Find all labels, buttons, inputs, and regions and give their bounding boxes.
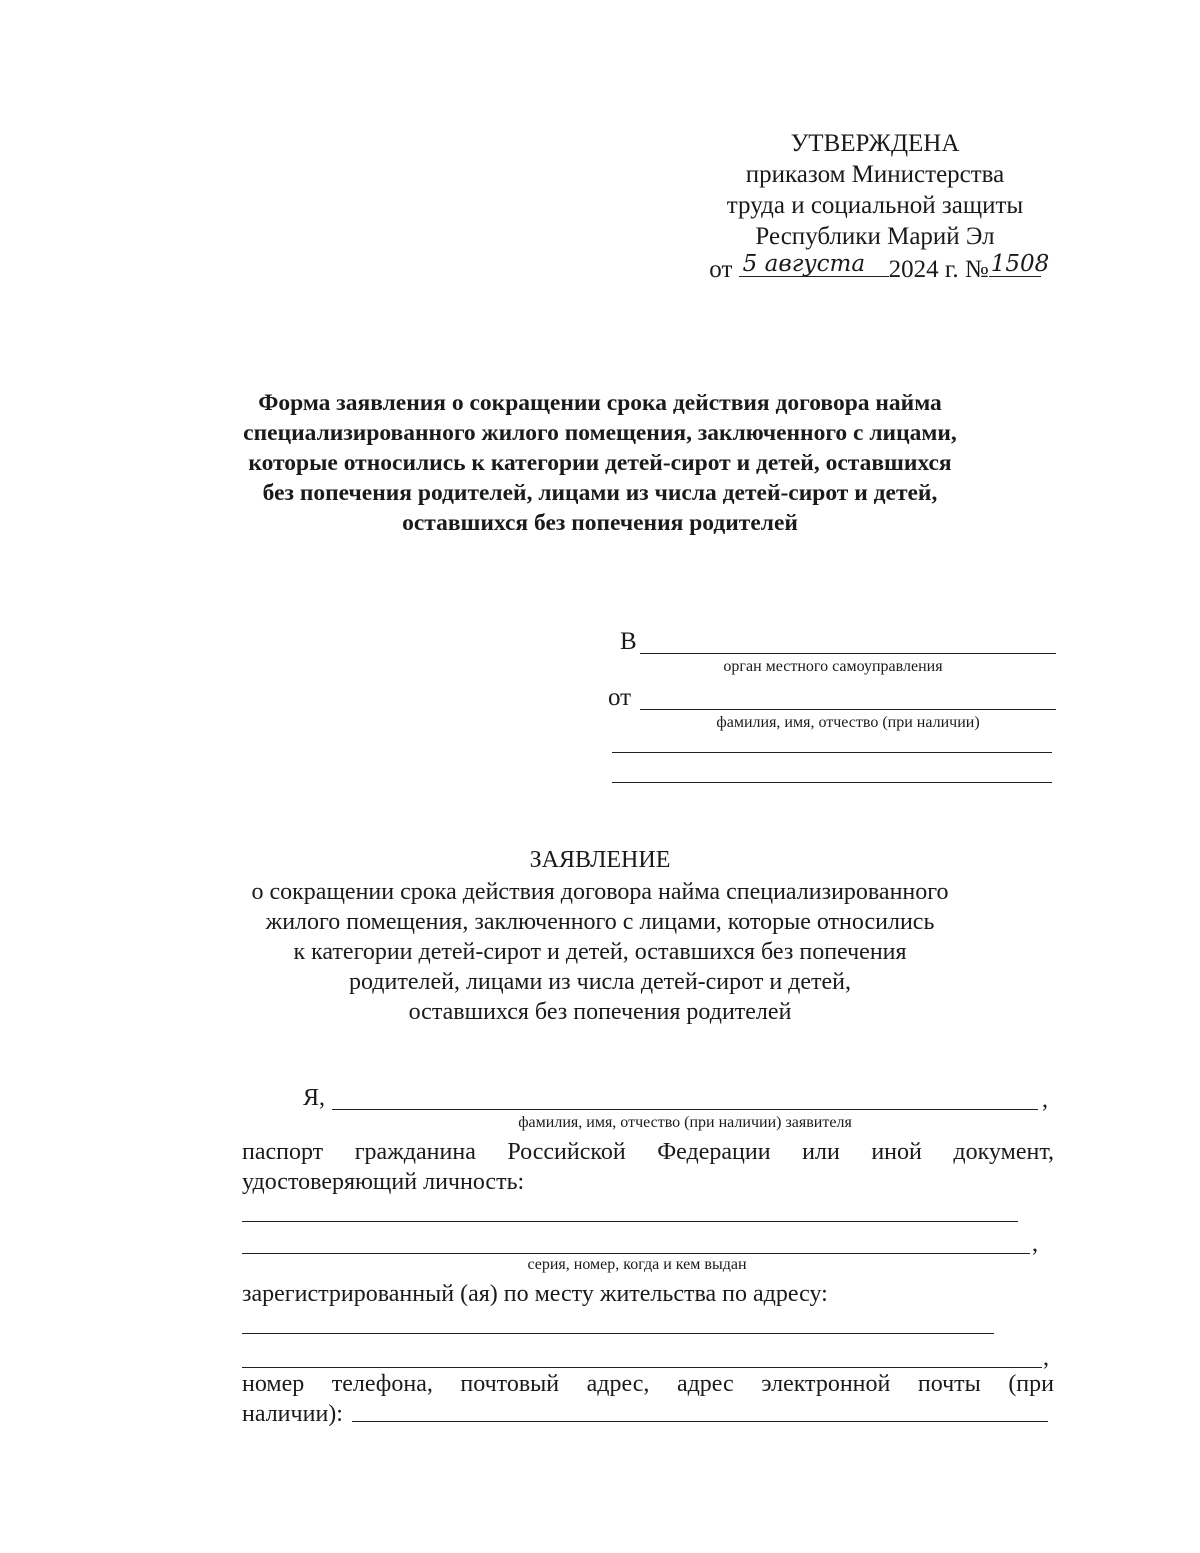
number-handwritten: 1508 xyxy=(990,251,1050,277)
statement-line: жилого помещения, заключенного с лицами, которые относились xyxy=(265,909,935,935)
passport-text-1: паспорт гражданина Российской Федерации или иной документ, xyxy=(242,1139,1054,1165)
statement-block xyxy=(200,845,1000,1027)
date-field xyxy=(739,252,889,277)
title-line: которые относились к категории детей-сирот и детей, оставшихся xyxy=(248,450,952,476)
address-field-1[interactable] xyxy=(242,1333,994,1334)
approval-block xyxy=(640,128,1110,285)
from-extra-line-2[interactable] xyxy=(612,782,1052,783)
contacts-text-1: номер телефона, почтовый адрес, адрес электронной почты (при xyxy=(242,1371,1054,1397)
statement-line: к категории детей-сирот и детей, оставшихся без попечения xyxy=(293,939,907,965)
title-line: специализированного жилого помещения, заключенного с лицами, xyxy=(243,420,957,446)
name-comma: , xyxy=(1042,1087,1048,1113)
contacts-text-2: наличии): xyxy=(242,1401,343,1427)
statement-line: оставшихся без попечения родителей xyxy=(408,999,792,1025)
from-extra-line-1[interactable] xyxy=(612,752,1052,753)
from-row xyxy=(608,676,1058,712)
passport-caption: серия, номер, когда и кем выдан xyxy=(527,1256,747,1273)
name-caption: фамилия, имя, отчество (при наличии) заявителя xyxy=(518,1114,852,1131)
passport-field-2[interactable] xyxy=(242,1253,1030,1254)
approval-heading: УТВЕРЖДЕНА xyxy=(790,130,960,157)
contacts-field[interactable] xyxy=(352,1421,1048,1422)
date-handwritten: 5 августа xyxy=(742,251,866,277)
to-row xyxy=(608,620,1058,656)
to-prefix: В xyxy=(620,628,637,655)
approval-date-line xyxy=(640,252,1110,285)
from-prefix: от xyxy=(608,684,632,711)
statement-line: родителей, лицами из числа детей-сирот и детей, xyxy=(348,969,852,995)
registered-text: зарегистрированный (ая) по месту жительства по адресу: xyxy=(242,1281,828,1307)
number-field xyxy=(989,251,1050,277)
i-prefix: Я, xyxy=(303,1085,326,1111)
statement-line: о сокращении срока действия договора найма специализированного xyxy=(251,879,949,905)
year-label: 2024 г. № xyxy=(888,256,989,283)
title-line: Форма заявления о сокращении срока действия договора найма xyxy=(258,390,942,416)
to-authority-field[interactable] xyxy=(640,652,1056,654)
address-comma: , xyxy=(1043,1345,1049,1371)
form-title xyxy=(200,388,1000,538)
from-caption: фамилия, имя, отчество (при наличии) xyxy=(716,714,980,731)
approval-line-3: Республики Марий Эл xyxy=(755,223,995,250)
passport-comma: , xyxy=(1032,1231,1038,1257)
applicant-name-field[interactable] xyxy=(332,1109,1038,1110)
from-name-field[interactable] xyxy=(640,708,1056,710)
title-line: оставшихся без попечения родителей xyxy=(402,510,798,536)
approval-line-1: приказом Министерства xyxy=(745,161,1005,188)
statement-heading: ЗАЯВЛЕНИЕ xyxy=(529,847,671,873)
approval-line-2: труда и социальной защиты xyxy=(726,192,1024,219)
to-caption: орган местного самоуправления xyxy=(723,658,943,675)
passport-text-2: удостоверяющий личность: xyxy=(242,1169,525,1195)
passport-field-1[interactable] xyxy=(242,1221,1018,1222)
addressee-block xyxy=(608,620,1058,732)
title-line: без попечения родителей, лицами из числа детей-сирот и детей, xyxy=(262,480,938,506)
date-prefix: от xyxy=(709,256,733,283)
address-field-2[interactable] xyxy=(242,1367,1042,1368)
